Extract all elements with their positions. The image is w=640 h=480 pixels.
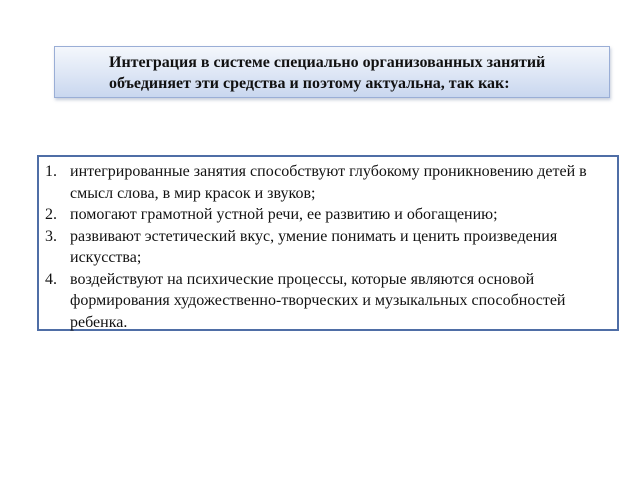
list-box — [37, 155, 619, 331]
list-item — [45, 269, 609, 334]
header-line-2: объединяет эти средства и поэтому актуальна, так как: — [109, 75, 510, 92]
header-box — [54, 46, 610, 98]
list-item-text: интегрированные занятия способствуют глубокому проникновению детей в смысл слова, в мир красок и звуков; — [70, 163, 587, 202]
header-line-1: Интеграция в системе специально организованных занятий — [109, 54, 546, 71]
list-item-number: 3. — [45, 227, 57, 245]
list-item-text: развивают эстетический вкус, умение понимать и ценить произведения искусства; — [70, 227, 558, 266]
list-item-number: 1. — [45, 163, 57, 180]
list-item-number: 2. — [45, 206, 57, 223]
list-item-text: помогают грамотной устной речи, ее развитию и обогащению; — [70, 206, 498, 223]
list-item — [45, 204, 609, 226]
numbered-list — [45, 161, 609, 333]
list-item-number: 4. — [45, 270, 57, 288]
list-item — [45, 226, 609, 269]
list-item-text: воздействуют на психические процессы, которые являются основой формирования художественно-творческих и музыкальных способностей ребенка. — [70, 270, 566, 331]
list-item — [45, 161, 609, 204]
